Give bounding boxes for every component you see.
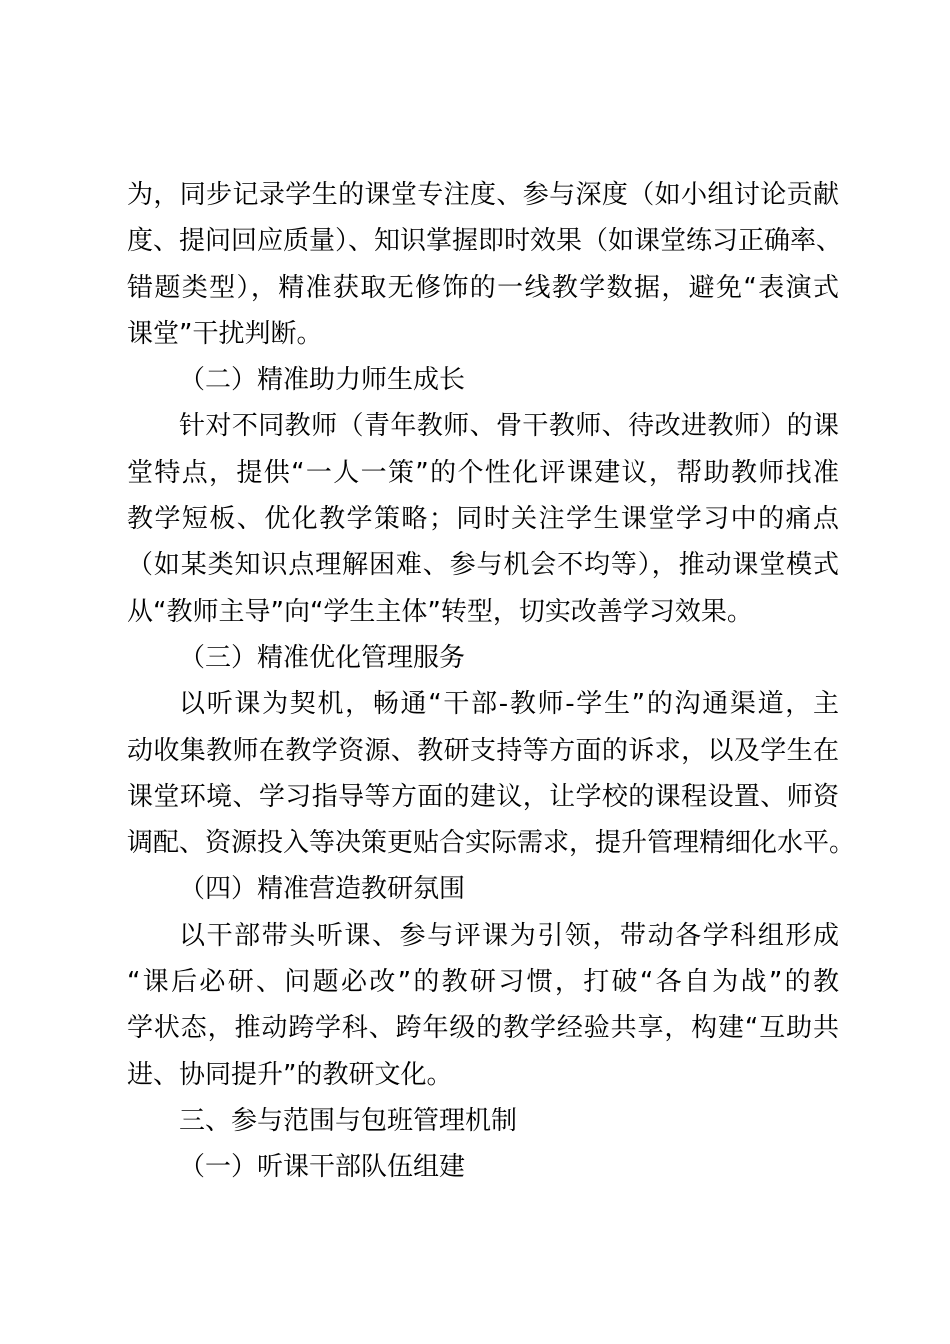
paragraph-line: 针对不同教师（青年教师、骨干教师、待改进教师）的课: [179, 411, 839, 442]
paragraph-line: 从“教师主导”向“学生主体”转型，切实改善学习效果。: [127, 596, 753, 627]
paragraph-line: 以干部带头听课、参与评课为引领，带动各学科组形成: [179, 920, 839, 951]
paragraph-line: “课后必研、问题必改”的教研习惯，打破“各自为战”的教: [127, 967, 839, 998]
paragraph-line: 调配、资源投入等决策更贴合实际需求，提升管理精细化水平。: [127, 828, 856, 859]
section-heading: （一）听课干部队伍组建: [179, 1152, 466, 1183]
paragraph-line: （如某类知识点理解困难、参与机会不均等），推动课堂模式: [127, 550, 839, 581]
paragraph-line: 堂特点，提供“一人一策”的个性化评课建议，帮助教师找准: [127, 457, 839, 488]
document-body: [127, 172, 856, 1191]
section-heading: （三）精准优化管理服务: [179, 642, 466, 673]
paragraph-line: 错题类型），精准获取无修饰的一线教学数据，避免“表演式: [127, 272, 839, 303]
paragraph-line: 度、提问回应质量）、知识掌握即时效果（如课堂练习正确率、: [127, 226, 843, 257]
section-heading: （四）精准营造教研氛围: [179, 874, 466, 905]
paragraph-line: 课堂”干扰判断。: [127, 318, 323, 349]
section-heading: （二）精准助力师生成长: [179, 365, 466, 396]
paragraph-line: 课堂环境、学习指导等方面的建议，让学校的课程设置、师资: [127, 781, 839, 812]
paragraph-line: 学状态，推动跨学科、跨年级的教学经验共享，构建“互助共: [127, 1013, 839, 1044]
paragraph-line: 以听课为契机，畅通“干部-教师-学生”的沟通渠道，主: [179, 689, 839, 720]
paragraph-line: 进、协同提升”的教研文化。: [127, 1059, 453, 1090]
chapter-heading: 三、参与范围与包班管理机制: [179, 1105, 518, 1136]
paragraph-line: 动收集教师在教学资源、教研支持等方面的诉求，以及学生在: [127, 735, 839, 766]
paragraph-line: 教学短板、优化教学策略；同时关注学生课堂学习中的痛点: [127, 504, 839, 535]
paragraph-line: 为，同步记录学生的课堂专注度、参与深度（如小组讨论贡献: [127, 180, 839, 210]
